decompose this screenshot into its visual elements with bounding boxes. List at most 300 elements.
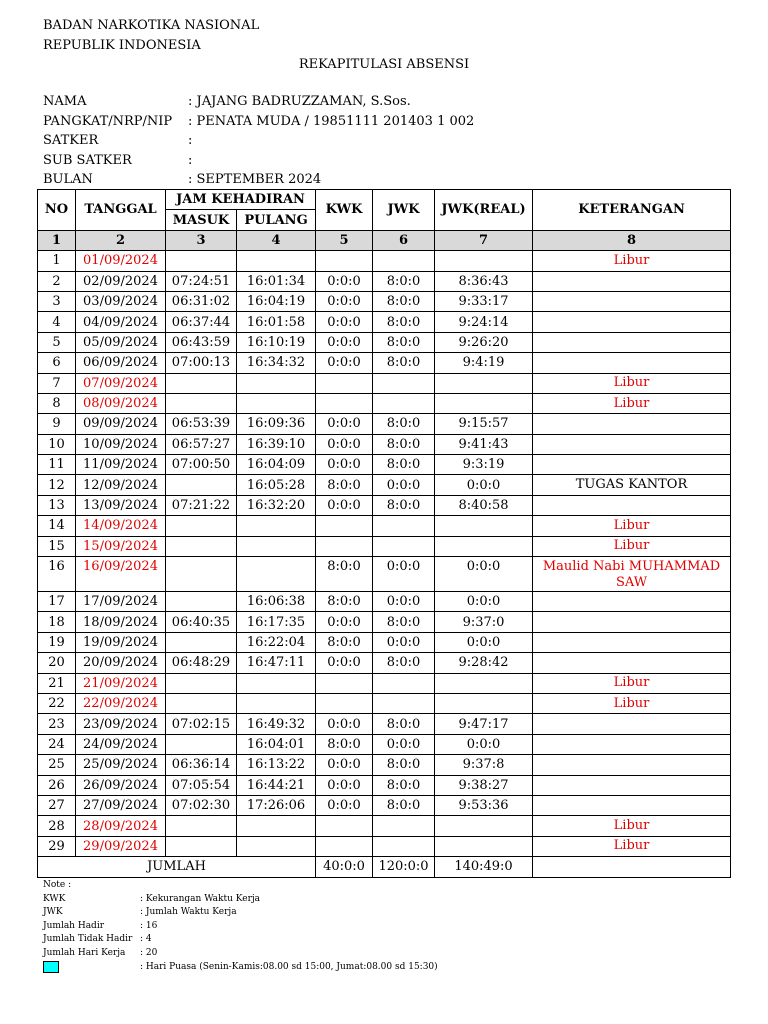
cell-pulang: 16:01:34 <box>237 271 316 291</box>
cell-jwk-real <box>435 673 533 693</box>
cell-jwk <box>373 673 435 693</box>
cell-masuk: 07:02:15 <box>166 714 237 734</box>
cell-no: 1 <box>38 251 76 271</box>
cell-date: 21/09/2024 <box>76 673 166 693</box>
cell-pulang: 16:17:35 <box>237 612 316 632</box>
cell-kwk: 0:0:0 <box>316 353 373 373</box>
cell-jwk-real: 0:0:0 <box>435 557 533 592</box>
cell-kwk: 8:0:0 <box>316 592 373 612</box>
cell-masuk <box>166 373 237 393</box>
cell-keterangan: Libur <box>533 693 731 713</box>
notes-title: Note : <box>43 880 72 890</box>
cell-pulang: 16:09:36 <box>237 414 316 434</box>
cell-date: 15/09/2024 <box>76 536 166 556</box>
cell-pulang <box>237 557 316 592</box>
cell-kwk <box>316 251 373 271</box>
col-masuk: MASUK <box>166 210 237 230</box>
table-row <box>38 536 731 556</box>
cell-pulang: 16:32:20 <box>237 495 316 515</box>
column-number: 2 <box>76 230 166 250</box>
cell-kwk: 8:0:0 <box>316 632 373 652</box>
cell-jwk-real <box>435 393 533 413</box>
cell-date: 17/09/2024 <box>76 592 166 612</box>
total-jwk: 120:0:0 <box>373 857 435 877</box>
cell-masuk: 06:37:44 <box>166 312 237 332</box>
cell-kwk: 0:0:0 <box>316 414 373 434</box>
cell-masuk: 06:31:02 <box>166 291 237 311</box>
cell-masuk: 06:36:14 <box>166 755 237 775</box>
table-row <box>38 612 731 632</box>
cell-no: 25 <box>38 755 76 775</box>
cell-jwk-real: 9:37:0 <box>435 612 533 632</box>
cell-date: 13/09/2024 <box>76 495 166 515</box>
cell-pulang: 16:04:09 <box>237 455 316 475</box>
cell-pulang: 16:34:32 <box>237 353 316 373</box>
cell-kwk: 0:0:0 <box>316 312 373 332</box>
cell-jwk: 8:0:0 <box>373 495 435 515</box>
cell-jwk-real: 0:0:0 <box>435 734 533 754</box>
info-value: : <box>188 133 193 149</box>
cell-keterangan: TUGAS KANTOR <box>533 475 731 495</box>
cell-date: 28/09/2024 <box>76 816 166 836</box>
cell-jwk <box>373 373 435 393</box>
cell-pulang <box>237 373 316 393</box>
note-value: : Kekurangan Waktu Kerja <box>140 893 261 904</box>
notes-section <box>43 879 438 974</box>
cell-kwk: 8:0:0 <box>316 557 373 592</box>
note-label: Jumlah Hari Kerja <box>43 947 126 958</box>
cell-date: 24/09/2024 <box>76 734 166 754</box>
cell-jwk: 8:0:0 <box>373 312 435 332</box>
note-value: : 20 <box>140 947 158 958</box>
cell-jwk-real: 9:41:43 <box>435 434 533 454</box>
table-row <box>38 795 731 815</box>
table-row <box>38 775 731 795</box>
table-row <box>38 455 731 475</box>
legend-row <box>43 961 438 975</box>
note-value: : Jumlah Waktu Kerja <box>140 907 237 918</box>
cell-jwk <box>373 516 435 536</box>
cell-no: 14 <box>38 516 76 536</box>
info-row <box>43 151 474 171</box>
info-row <box>43 131 474 151</box>
total-row <box>38 857 731 877</box>
column-number: 4 <box>237 230 316 250</box>
cell-kwk <box>316 693 373 713</box>
cell-jwk-real <box>435 373 533 393</box>
cell-jwk: 8:0:0 <box>373 291 435 311</box>
legend-text: : Hari Puasa (Senin-Kamis:08.00 sd 15:00, Jumat:08.00 sd 15:30) <box>140 961 438 972</box>
cell-jwk: 8:0:0 <box>373 434 435 454</box>
table-row <box>38 312 731 332</box>
cell-kwk <box>316 673 373 693</box>
cell-jwk: 8:0:0 <box>373 653 435 673</box>
cell-jwk-real: 9:28:42 <box>435 653 533 673</box>
cell-no: 15 <box>38 536 76 556</box>
cell-keterangan <box>533 775 731 795</box>
cell-date: 03/09/2024 <box>76 291 166 311</box>
info-label: SUB SATKER <box>43 152 132 168</box>
table-row <box>38 414 731 434</box>
cell-masuk <box>166 516 237 536</box>
cell-masuk: 06:48:29 <box>166 653 237 673</box>
table-row <box>38 475 731 495</box>
cell-keterangan <box>533 495 731 515</box>
cell-masuk: 06:40:35 <box>166 612 237 632</box>
cell-keterangan <box>533 755 731 775</box>
cell-kwk: 0:0:0 <box>316 775 373 795</box>
cell-pulang: 16:10:19 <box>237 332 316 352</box>
cell-no: 20 <box>38 653 76 673</box>
table-row <box>38 557 731 592</box>
cell-jwk: 8:0:0 <box>373 755 435 775</box>
org-country: REPUBLIK INDONESIA <box>43 38 201 53</box>
cell-date: 18/09/2024 <box>76 612 166 632</box>
cell-jwk-real <box>435 836 533 856</box>
cell-kwk: 0:0:0 <box>316 795 373 815</box>
cell-kwk: 0:0:0 <box>316 455 373 475</box>
cell-keterangan <box>533 332 731 352</box>
cell-jwk-real: 9:15:57 <box>435 414 533 434</box>
cell-date: 14/09/2024 <box>76 516 166 536</box>
cell-jwk-real <box>435 536 533 556</box>
cell-masuk: 06:43:59 <box>166 332 237 352</box>
cell-keterangan <box>533 734 731 754</box>
cell-pulang <box>237 393 316 413</box>
cell-jwk-real: 9:24:14 <box>435 312 533 332</box>
cell-keterangan <box>533 455 731 475</box>
cell-pulang <box>237 251 316 271</box>
cell-no: 16 <box>38 557 76 592</box>
table-row <box>38 271 731 291</box>
cell-jwk: 8:0:0 <box>373 353 435 373</box>
cell-date: 12/09/2024 <box>76 475 166 495</box>
cell-pulang: 17:26:06 <box>237 795 316 815</box>
attendance-rows <box>38 251 731 857</box>
cell-keterangan <box>533 632 731 652</box>
org-name: BADAN NARKOTIKA NASIONAL <box>43 18 260 33</box>
cell-masuk <box>166 734 237 754</box>
cell-masuk: 07:00:13 <box>166 353 237 373</box>
cell-keterangan: Libur <box>533 393 731 413</box>
note-row <box>43 947 438 961</box>
cell-keterangan <box>533 795 731 815</box>
cell-jwk: 8:0:0 <box>373 455 435 475</box>
info-label: BULAN <box>43 172 93 188</box>
cell-keterangan <box>533 434 731 454</box>
table-row <box>38 251 731 271</box>
table-row <box>38 653 731 673</box>
cell-jwk: 8:0:0 <box>373 332 435 352</box>
col-pulang: PULANG <box>237 210 316 230</box>
cell-pulang <box>237 673 316 693</box>
cell-jwk-real <box>435 816 533 836</box>
cell-keterangan <box>533 592 731 612</box>
cell-jwk-real: 9:3:19 <box>435 455 533 475</box>
cell-masuk: 07:21:22 <box>166 495 237 515</box>
cell-jwk-real: 9:47:17 <box>435 714 533 734</box>
cell-date: 29/09/2024 <box>76 836 166 856</box>
cell-keterangan <box>533 612 731 632</box>
cell-jwk-real: 9:4:19 <box>435 353 533 373</box>
info-value: : JAJANG BADRUZZAMAN, S.Sos. <box>188 94 411 110</box>
cell-jwk: 8:0:0 <box>373 271 435 291</box>
cell-no: 27 <box>38 795 76 815</box>
cell-no: 5 <box>38 332 76 352</box>
cell-jwk-real: 9:37:8 <box>435 755 533 775</box>
note-label: Jumlah Tidak Hadir <box>43 934 133 945</box>
cell-no: 19 <box>38 632 76 652</box>
cell-jwk-real: 9:38:27 <box>435 775 533 795</box>
cell-pulang: 16:01:58 <box>237 312 316 332</box>
cell-masuk: 07:05:54 <box>166 775 237 795</box>
cell-pulang <box>237 836 316 856</box>
cell-keterangan <box>533 291 731 311</box>
cell-jwk: 0:0:0 <box>373 475 435 495</box>
cell-pulang: 16:39:10 <box>237 434 316 454</box>
cell-kwk <box>316 816 373 836</box>
employee-info <box>43 92 474 190</box>
note-value: : 4 <box>140 934 152 945</box>
cell-pulang: 16:04:01 <box>237 734 316 754</box>
cell-date: 22/09/2024 <box>76 693 166 713</box>
cell-kwk: 0:0:0 <box>316 495 373 515</box>
table-row <box>38 495 731 515</box>
col-tanggal: TANGGAL <box>76 190 166 231</box>
cell-masuk <box>166 836 237 856</box>
cell-jwk-real <box>435 516 533 536</box>
info-value: : SEPTEMBER 2024 <box>188 172 322 188</box>
cell-masuk <box>166 251 237 271</box>
table-row <box>38 673 731 693</box>
cell-masuk <box>166 557 237 592</box>
cell-kwk <box>316 516 373 536</box>
table-row <box>38 714 731 734</box>
cell-no: 11 <box>38 455 76 475</box>
cell-jwk: 8:0:0 <box>373 775 435 795</box>
table-row <box>38 816 731 836</box>
cell-no: 21 <box>38 673 76 693</box>
cell-jwk-real: 0:0:0 <box>435 632 533 652</box>
table-row <box>38 291 731 311</box>
cell-jwk <box>373 693 435 713</box>
cell-jwk-real: 8:40:58 <box>435 495 533 515</box>
cell-masuk <box>166 536 237 556</box>
cell-no: 4 <box>38 312 76 332</box>
cell-kwk: 0:0:0 <box>316 332 373 352</box>
cell-no: 22 <box>38 693 76 713</box>
cell-date: 04/09/2024 <box>76 312 166 332</box>
cell-kwk: 0:0:0 <box>316 612 373 632</box>
cell-date: 16/09/2024 <box>76 557 166 592</box>
cell-no: 24 <box>38 734 76 754</box>
col-kwk: KWK <box>316 190 373 231</box>
cell-pulang <box>237 816 316 836</box>
note-row <box>43 933 438 947</box>
cell-kwk <box>316 836 373 856</box>
table-row <box>38 592 731 612</box>
cell-date: 23/09/2024 <box>76 714 166 734</box>
cell-jwk-real: 0:0:0 <box>435 592 533 612</box>
cell-jwk <box>373 251 435 271</box>
cell-masuk <box>166 693 237 713</box>
cell-date: 05/09/2024 <box>76 332 166 352</box>
cell-pulang <box>237 516 316 536</box>
cell-jwk-real: 9:26:20 <box>435 332 533 352</box>
cell-no: 29 <box>38 836 76 856</box>
table-row <box>38 373 731 393</box>
table-row <box>38 693 731 713</box>
cell-no: 2 <box>38 271 76 291</box>
note-label: Jumlah Hadir <box>43 920 104 931</box>
cell-keterangan: Maulid Nabi MUHAMMAD SAW <box>533 557 731 592</box>
cell-date: 09/09/2024 <box>76 414 166 434</box>
cell-kwk: 8:0:0 <box>316 734 373 754</box>
cell-masuk: 07:24:51 <box>166 271 237 291</box>
total-keterangan <box>533 857 731 877</box>
cell-jwk: 8:0:0 <box>373 795 435 815</box>
cell-jwk <box>373 536 435 556</box>
cell-masuk <box>166 816 237 836</box>
cell-kwk <box>316 373 373 393</box>
cell-masuk: 07:02:30 <box>166 795 237 815</box>
cell-jwk: 0:0:0 <box>373 592 435 612</box>
cell-jwk <box>373 816 435 836</box>
cell-kwk: 0:0:0 <box>316 271 373 291</box>
cell-kwk: 0:0:0 <box>316 755 373 775</box>
cell-date: 08/09/2024 <box>76 393 166 413</box>
cell-no: 10 <box>38 434 76 454</box>
note-label: JWK <box>43 907 63 918</box>
cell-keterangan: Libur <box>533 251 731 271</box>
cell-masuk: 06:53:39 <box>166 414 237 434</box>
info-value: : PENATA MUDA / 19851111 201403 1 002 <box>188 113 475 129</box>
table-row <box>38 353 731 373</box>
cell-masuk <box>166 393 237 413</box>
cell-pulang: 16:04:19 <box>237 291 316 311</box>
note-value: : 16 <box>140 920 158 931</box>
total-jwk-real: 140:49:0 <box>435 857 533 877</box>
cell-jwk: 8:0:0 <box>373 714 435 734</box>
cell-jwk-real: 9:33:17 <box>435 291 533 311</box>
cell-keterangan <box>533 653 731 673</box>
cell-jwk: 0:0:0 <box>373 734 435 754</box>
cell-no: 6 <box>38 353 76 373</box>
info-label: PANGKAT/NRP/NIP <box>43 113 173 129</box>
column-number: 7 <box>435 230 533 250</box>
cell-date: 07/09/2024 <box>76 373 166 393</box>
note-row <box>43 893 438 907</box>
cell-pulang: 16:13:22 <box>237 755 316 775</box>
cell-kwk: 0:0:0 <box>316 434 373 454</box>
cell-jwk: 8:0:0 <box>373 612 435 632</box>
cell-kwk <box>316 536 373 556</box>
cell-jwk-real: 9:53:36 <box>435 795 533 815</box>
table-row <box>38 516 731 536</box>
cell-jwk <box>373 393 435 413</box>
cell-date: 06/09/2024 <box>76 353 166 373</box>
cell-pulang: 16:49:32 <box>237 714 316 734</box>
info-label: SATKER <box>43 133 99 149</box>
notes-list <box>43 893 438 961</box>
cell-jwk: 8:0:0 <box>373 414 435 434</box>
cell-keterangan: Libur <box>533 673 731 693</box>
note-label: KWK <box>43 893 66 904</box>
cell-keterangan <box>533 312 731 332</box>
cell-kwk: 0:0:0 <box>316 291 373 311</box>
table-header-row <box>38 190 731 210</box>
cell-masuk <box>166 632 237 652</box>
info-row <box>43 170 474 190</box>
info-row <box>43 92 474 112</box>
cell-pulang: 16:44:21 <box>237 775 316 795</box>
cell-date: 01/09/2024 <box>76 251 166 271</box>
cell-pulang: 16:06:38 <box>237 592 316 612</box>
cell-masuk: 06:57:27 <box>166 434 237 454</box>
col-jwk: JWK <box>373 190 435 231</box>
cell-jwk: 0:0:0 <box>373 557 435 592</box>
cell-pulang <box>237 536 316 556</box>
column-number: 6 <box>373 230 435 250</box>
cell-keterangan: Libur <box>533 816 731 836</box>
cell-no: 18 <box>38 612 76 632</box>
table-row <box>38 836 731 856</box>
cell-no: 3 <box>38 291 76 311</box>
column-number: 1 <box>38 230 76 250</box>
cell-keterangan: Libur <box>533 516 731 536</box>
cell-keterangan: Libur <box>533 836 731 856</box>
cell-jwk-real: 8:36:43 <box>435 271 533 291</box>
cell-pulang <box>237 693 316 713</box>
note-row <box>43 906 438 920</box>
cell-no: 9 <box>38 414 76 434</box>
cell-date: 02/09/2024 <box>76 271 166 291</box>
cell-pulang: 16:05:28 <box>237 475 316 495</box>
cell-no: 26 <box>38 775 76 795</box>
cell-date: 25/09/2024 <box>76 755 166 775</box>
cell-kwk: 8:0:0 <box>316 475 373 495</box>
cell-no: 23 <box>38 714 76 734</box>
column-number-row <box>38 230 731 250</box>
attendance-table <box>37 189 731 878</box>
column-number: 3 <box>166 230 237 250</box>
cell-keterangan <box>533 271 731 291</box>
page-title: REKAPITULASI ABSENSI <box>298 57 470 72</box>
cell-jwk-real <box>435 251 533 271</box>
cell-no: 17 <box>38 592 76 612</box>
table-row <box>38 734 731 754</box>
total-kwk: 40:0:0 <box>316 857 373 877</box>
col-keterangan: KETERANGAN <box>533 190 731 231</box>
cell-date: 19/09/2024 <box>76 632 166 652</box>
info-label: NAMA <box>43 94 87 110</box>
cell-keterangan <box>533 714 731 734</box>
col-no: NO <box>38 190 76 231</box>
cell-no: 13 <box>38 495 76 515</box>
total-label: JUMLAH <box>38 857 316 877</box>
cell-masuk <box>166 592 237 612</box>
cell-jwk-real <box>435 693 533 713</box>
note-row <box>43 920 438 934</box>
cell-kwk: 0:0:0 <box>316 714 373 734</box>
cell-no: 8 <box>38 393 76 413</box>
cell-kwk <box>316 393 373 413</box>
cell-date: 20/09/2024 <box>76 653 166 673</box>
column-number: 8 <box>533 230 731 250</box>
col-jam-kehadiran: JAM KEHADIRAN <box>166 190 316 210</box>
cell-no: 7 <box>38 373 76 393</box>
table-row <box>38 332 731 352</box>
